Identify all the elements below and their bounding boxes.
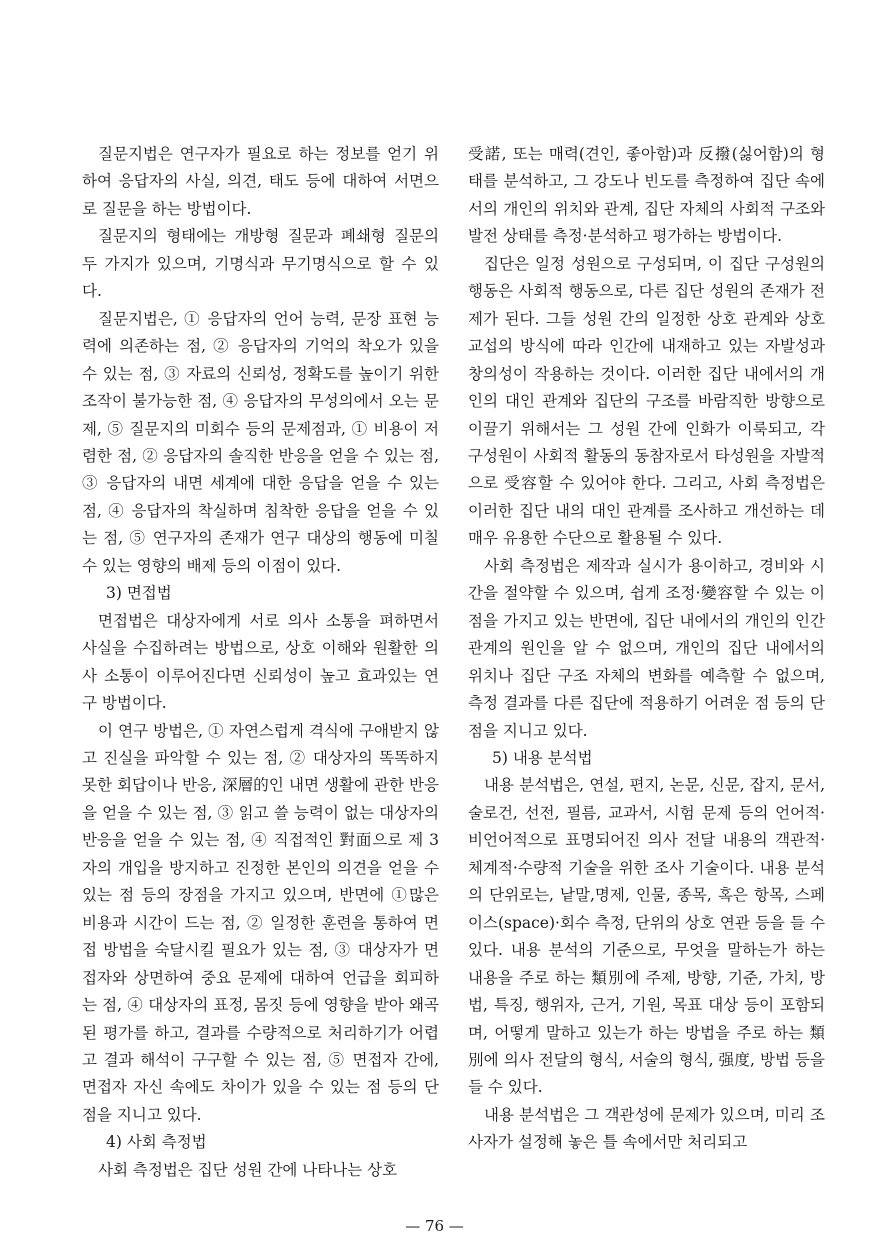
paragraph-group-members: 집단은 일정 성원으로 구성되며, 이 집단 구성원의 행동은 사회적 행동으로, 다른 집단 성원의 존재가 전제가 된다. 그들 성원 간의 일정한 상호 관계와 상호 교섭의 방식에 따라 인간에 내재하고 있는 자발성과 창의성이 작용하는 것이다. 이러한 집단 내에서의 개인의 대인 관계와 집단의 구조를 바람직한 방향으로 이끌기 위해서는 그 성원 간에 인화가 이룩되고, 각 구성원이 사회적 활동의 동참자로서 타성원을 자발적으로 受容할 수 있어야 한다. 그리고, 사회 측정법은 이러한 집단 내의 대인 관계를 조사하고 개선하는 데 매우 유용한 수단으로 활용될 수 있다.	[468, 254, 825, 548]
paragraph-content-analysis-definition: 내용 분석법은, 연설, 편지, 논문, 신문, 잡지, 문서, 술로건, 선전, 필름, 교과서, 시험 문제 등의 언어적·비언어적으로 표명되어진 의사 전달 내용의 객관적·체계적·수량적 기술을 위한 조사 기술이다. 내용 분석의 단위로는, 낱말,명제, 인물, 종목, 혹은 항목, 스페이스(space)·회수 측정, 단위의 상호 연관 등을 들 수 있다. 내용 분석의 기준으로, 무엇을 말하는가 하는 내용을 주로 하는 類別에 주제, 방향, 기준, 가치, 방법, 특징, 행위자, 근거, 기원, 목표 대상 등이 포함되며, 어떻게 말하고 있는가 하는 방법을 주로 하는 類別에 의사 전달의 형식, 서술의 형식, 强度, 방법 등을 들 수 있다.	[468, 776, 825, 1097]
paragraph-questionnaire-types: 질문지의 형태에는 개방형 질문과 폐쇄형 질문의 두 가지가 있으며, 기명식과 무기명식으로 할 수 있다.	[82, 227, 439, 301]
section-heading-interview: 3) 면접법	[106, 584, 172, 603]
paragraph-interview-definition: 면접법은 대상자에게 서로 의사 소통을 펴하면서 사실을 수집하려는 방법으로, 상호 이해와 원활한 의사 소통이 이루어진다면 신뢰성이 높고 효과있는 연구 방법이다.	[82, 611, 439, 713]
paragraph-sociometry-pros-cons: 사회 측정법은 제작과 실시가 용이하고, 경비와 시간을 절약할 수 있으며, 쉽게 조정·變容할 수 있는 이점을 가지고 있는 반면에, 집단 내에서의 개인의 인간 관계의 원인을 알 수 없으며, 개인의 집단 내에서의 위치나 집단 구조 자체의 변화를 예측할 수 없으며, 측정 결과를 다른 집단에 적용하기 어려운 점 등의 단점을 지니고 있다.	[468, 556, 825, 740]
paragraph-interview-pros-cons: 이 연구 방법은, ① 자연스럽게 격식에 구애받지 않고 진실을 파악할 수 있는 점, ② 대상자의 똑똑하지 못한 회답이나 반응, 深層的인 내면 생활에 관한 반응을 얻을 수 있는 점, ③ 읽고 쓸 능력이 없는 대상자의 반응을 얻을 수 있는 점, ④ 직접적인 對面으로 제 3자의 개입을 방지하고 진정한 본인의 의견을 얻을 수 있는 점 등의 장점을 가지고 있으며, 반면에 ①많은 비용과 시간이 드는 점, ② 일정한 훈련을 통하여 면접 방법을 숙달시킬 필요가 있는 점, ③ 대상자가 면접자와 상면하여 중요 문제에 대하여 언급을 회피하는 점, ④ 대상자의 표정, 몸짓 등에 영향을 받아 왜곡된 평가를 하고, 결과를 수량적으로 처리하기가 어렵고 결과 해석이 구구할 수 있는 점, ⑤ 면접자 간에, 면접자 자신 속에도 차이가 있을 수 있는 점 등의 단점을 지니고 있다.	[82, 721, 439, 1124]
paragraph-content-analysis-problems: 내용 분석법은 그 객관성에 문제가 있으며, 미리 조사자가 설정해 놓은 틀 속에서만 처리되고	[468, 1105, 825, 1152]
paragraph-sociometry-start: 사회 측정법은 집단 성원 간에 나타나는 상호	[98, 1160, 398, 1179]
paragraph-questionnaire-definition: 질문지법은 연구자가 필요로 하는 정보를 얻기 위하여 응답자의 사실, 의견, 태도 등에 대하여 서면으로 질문을 하는 방법이다.	[82, 145, 439, 218]
right-column	[468, 141, 825, 1157]
left-column	[82, 141, 439, 1184]
page-number: — 76 —	[405, 1217, 464, 1235]
paragraph-questionnaire-pros-cons: 질문지법은, ① 응답자의 언어 능력, 문장 표현 능력에 의존하는 점, ② 응답자의 기억의 착오가 있을 수 있는 점, ③ 자료의 신뢰성, 정확도를 높이기 위한 조작이 불가능한 점, ④ 응답자의 무성의에서 오는 문제, ⑤ 질문지의 미회수 등의 문제점과, ① 비용이 저렴한 점, ② 응답자의 솔직한 반응을 얻을 수 있는 점, ③ 응답자의 내면 세계에 대한 응답을 얻을 수 있는 점, ④ 응답자의 착실하며 침착한 응답을 얻을 수 있는 점, ⑤ 연구자의 존재가 연구 대상의 행동에 미칠 수 있는 영향의 배제 등의 이점이 있다.	[82, 309, 439, 575]
paragraph-sociometry-continued: 受諾, 또는 매력(견인, 좋아함)과 反撥(싫어함)의 형태를 분석하고, 그 강도나 빈도를 측정하여 집단 속에서의 개인의 위치와 관계, 집단 자체의 사회적 구조와 발전 상태를 측정·분석하고 평가하는 방법이다.	[468, 145, 825, 246]
section-heading-sociometry: 4) 사회 측정법	[106, 1133, 207, 1152]
section-heading-content-analysis: 5) 내용 분석법	[492, 748, 593, 767]
